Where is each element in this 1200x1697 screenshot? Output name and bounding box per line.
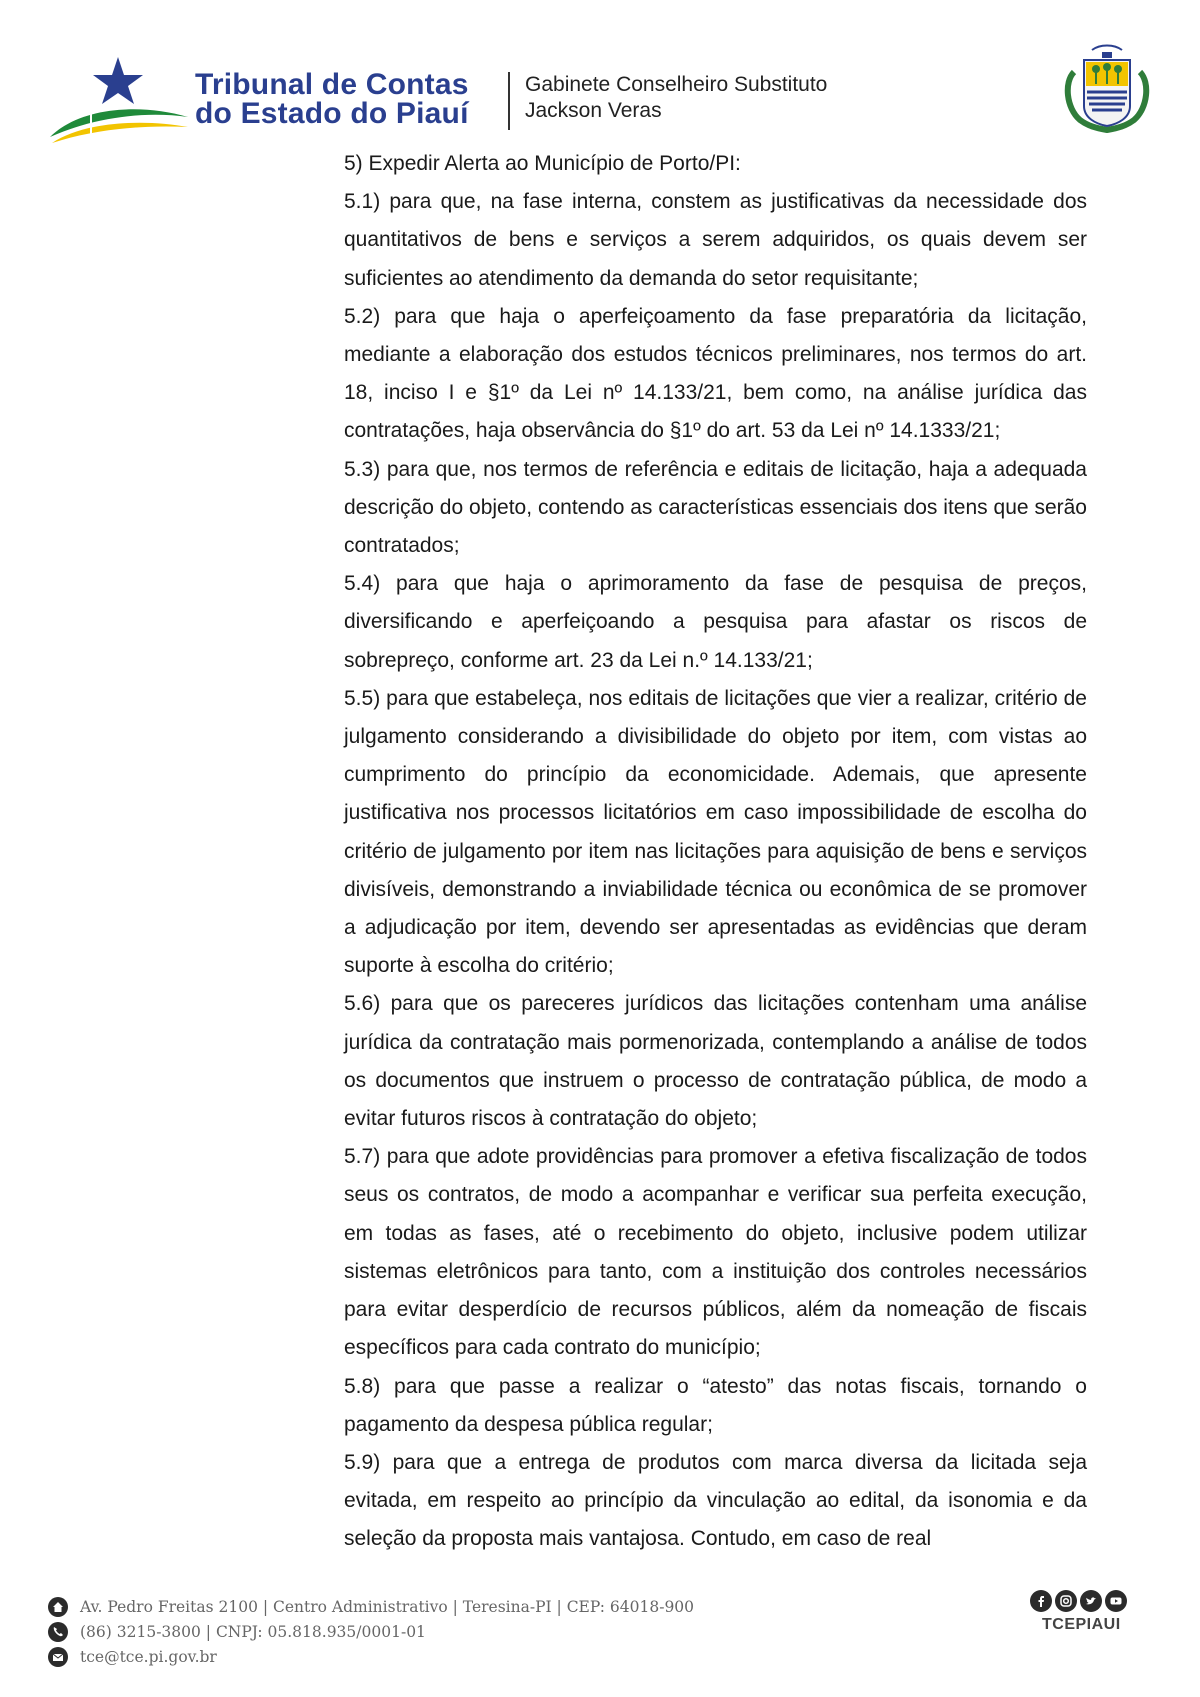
phone-icon [48,1622,68,1642]
footer-address [48,1595,694,1619]
state-coat-of-arms-icon [1062,38,1152,136]
office-line2: Jackson Veras [525,99,662,122]
paragraph-5-3: 5.3) para que, nos termos de referência e editais de licitação, haja a adequada descrição do objeto, contendo as características essenciais dos itens que serão contratados; [344,457,1087,558]
org-name-line1: Tribunal de Contas [195,68,469,101]
footer-email-link[interactable]: tce@tce.pi.gov.br [80,1648,217,1666]
office-line1: Gabinete Conselheiro Substituto [525,73,828,96]
footer-email[interactable] [48,1645,217,1669]
office-name [525,72,827,124]
tce-logo-icon [50,55,190,145]
paragraph-5-8: 5.8) para que passe a realizar o “atesto” das notas fiscais, tornando o pagamento da despesa pública regular; [344,1374,1087,1436]
footer-phone-text: (86) 3215-3800 | CNPJ: 05.818.935/0001-01 [80,1623,426,1641]
header-divider [508,72,510,130]
paragraph-5-2: 5.2) para que haja o aperfeiçoamento da fase preparatória da licitação, mediante a elaboração dos estudos técnicos preliminares, nos termos do art. 18, inciso I e §1º da Lei nº 14.133/21, bem como, na análise jurídica das contratações, haja observância do §1º do art. 53 da Lei nº 14.1333/21; [344,304,1087,443]
paragraph-5-5: 5.5) para que estabeleça, nos editais de licitações que vier a realizar, critério de julgamento considerando a divisibilidade do objeto por item, com vistas ao cumprimento do princípio da economicidade. Ademais, que apresente justificativa nos processos licitatórios em caso impossibilidade de escolha do critério de julgamento por item nas licitações para aquisição de bens e serviços divisíveis, demonstrando a inviabilidade técnica ou econômica de se promover a adjudicação por item, devendo ser apresentadas as evidências que deram suporte à escolha do critério; [344,686,1087,978]
org-name [195,70,469,128]
paragraph-5-9: 5.9) para que a entrega de produtos com marca diversa da licitada seja evitada, em respeito ao princípio da vinculação ao edital, da isonomia e da seleção da proposta mais vantajosa. Contudo, em caso de real [344,1450,1087,1551]
paragraph-alert-heading: 5) Expedir Alerta ao Município de Porto/PI: [344,152,741,175]
instagram-icon[interactable] [1055,1590,1077,1612]
page-footer [0,1575,1200,1675]
social-links [1030,1590,1140,1634]
paragraph-5-7: 5.7) para que adote providências para promover a efetiva fiscalização de todos seus os contratos, de modo a acompanhar e verificar sua perfeita execução, em todas as fases, até o recebimento do objeto, inclusive podem utilizar sistemas eletrônicos para tanto, com a instituição dos controles necessários para evitar desperdício de recursos públicos, além da nomeação de fiscais específicos para cada contrato do município; [344,1145,1087,1360]
paragraph-5-6: 5.6) para que os pareceres jurídicos das licitações contenham uma análise jurídica da contratação mais pormenorizada, contemplando a análise de todos os documentos que instruem o processo de contratação pública, de modo a evitar futuros riscos à contratação do objeto; [344,992,1087,1131]
document-body [344,145,1087,1559]
youtube-icon[interactable] [1105,1590,1127,1612]
facebook-icon[interactable] [1030,1590,1052,1612]
mail-icon [48,1647,68,1667]
social-handle: TCEPIAUI [1042,1616,1121,1633]
org-name-line2: do Estado do Piauí [195,97,469,130]
footer-address-text: Av. Pedro Freitas 2100 | Centro Administrativo | Teresina-PI | CEP: 64018-900 [80,1598,695,1616]
twitter-icon[interactable] [1080,1590,1102,1612]
page-header [0,0,1200,150]
footer-phone [48,1620,426,1644]
paragraph-5-4: 5.4) para que haja o aprimoramento da fase de pesquisa de preços, diversificando e aperfeiçoando a pesquisa para afastar os riscos de sobrepreço, conforme art. 23 da Lei n.º 14.133/21; [344,572,1087,672]
paragraph-5-1: 5.1) para que, na fase interna, constem as justificativas da necessidade dos quantitativos de bens e serviços a serem adquiridos, os quais devem ser suficientes ao atendimento da demanda do setor requisitante; [344,190,1087,290]
home-icon [48,1597,68,1617]
